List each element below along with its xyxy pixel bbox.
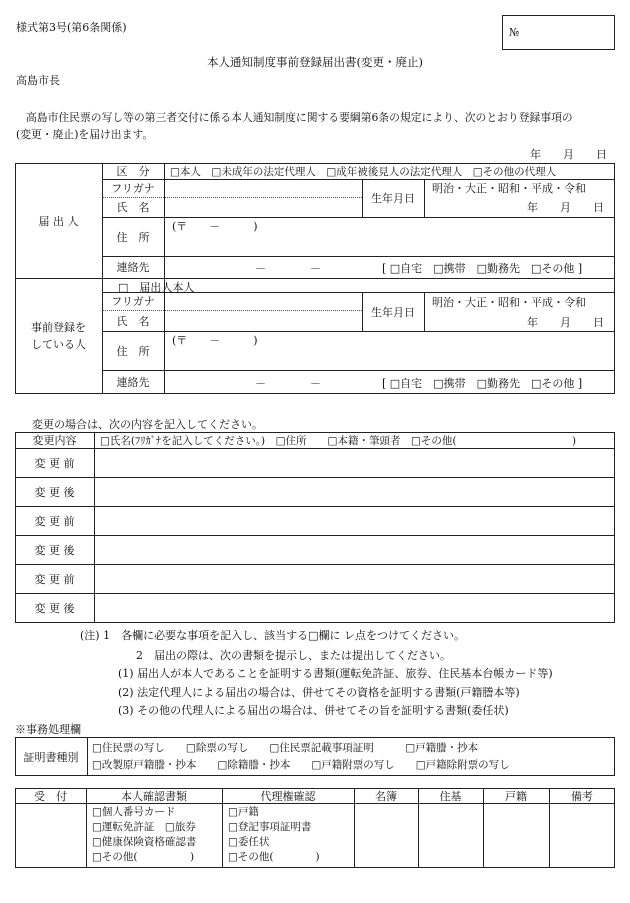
change-row-label: 変 更 前 (34, 456, 75, 470)
id-document-checkboxes[interactable] (92, 805, 196, 865)
change-before-field[interactable] (96, 566, 613, 592)
registrant-label-line1: 事前登録を (31, 321, 86, 334)
office-heading: ※事務処理欄 (15, 723, 81, 736)
agency-doc-option[interactable]: □その他( ) (228, 851, 320, 863)
header-id-documents: 本人確認書類 (121, 789, 187, 803)
applicant-section-label: 届 出 人 (38, 214, 79, 228)
change-after-field[interactable] (96, 595, 613, 622)
agency-doc-option[interactable]: □委任状 (228, 836, 270, 848)
applicant-contact-type[interactable]: [ □自宅 □携帯 □勤務先 □その他 ] (382, 262, 583, 275)
agency-doc-option[interactable]: □戸籍 (228, 806, 259, 818)
header-juki: 住基 (439, 789, 462, 803)
header-koseki: 戸籍 (505, 789, 527, 803)
change-after-field[interactable] (96, 537, 613, 563)
birth-date-label: 生年月日 (371, 192, 415, 205)
change-row-label: 変 更 後 (34, 602, 75, 615)
note-line: 2 届出の際は、次の書類を提示し、または提出してください。 (136, 649, 451, 662)
furigana-label: フリガナ (111, 295, 155, 308)
change-content-label: 変更内容 (32, 434, 77, 447)
change-row-label: 変 更 前 (34, 514, 75, 528)
registrant-contact-type[interactable]: [ □自宅 □携帯 □勤務先 □その他 ] (382, 377, 583, 390)
header-reception: 受 付 (34, 789, 67, 803)
birth-date-label: 生年月日 (371, 305, 415, 319)
form-number: 様式第3号(第6条関係) (16, 21, 127, 34)
agency-doc-option[interactable]: □登記事項証明書 (228, 821, 312, 833)
registrant-postal-code[interactable]: (〒 － ) (172, 334, 258, 347)
kubun-label: 区 分 (116, 165, 150, 178)
page-title: 本人通知制度事前登録届出書(変更・廃止) (207, 55, 423, 69)
note-line: (2) 法定代理人による届出の場合は、併せてその資格を証明する書類(戸籍謄本等) (118, 686, 520, 699)
change-after-field[interactable] (96, 479, 613, 505)
change-instruction: 変更の場合は、次の内容を記入してください。 (32, 418, 263, 431)
change-before-field[interactable] (96, 508, 613, 534)
applicant-type-checkboxes[interactable]: □本人 □未成年の法定代理人 □成年被後見人の法定代理人 □その他の代理人 (170, 166, 557, 178)
applicant-era-options[interactable]: 明治・大正・昭和・平成・令和 (432, 182, 586, 195)
header-roster: 名簿 (375, 789, 397, 803)
registrant-section-label (15, 278, 102, 394)
reception-number-box[interactable] (502, 15, 615, 50)
number-label: № (509, 26, 520, 39)
same-as-applicant-checkbox[interactable]: □ 届出人本人 (118, 281, 195, 294)
name-label: 氏 名 (116, 314, 150, 328)
note-line: (1) 届出人が本人であることを証明する書類(運転免許証、旅券、住民基本台帳カード等) (118, 667, 553, 680)
applicant-name-field[interactable] (166, 198, 361, 216)
header-agency-check: 代理権確認 (260, 789, 316, 803)
note-line: (注) 1 各欄に必要な事項を記入し、該当する□欄に レ点をつけてください。 (80, 629, 465, 642)
intro-text-line2: (変更・廃止)を届け出ます。 (16, 128, 154, 141)
change-row-label: 変 更 後 (34, 543, 75, 557)
registrant-era-options[interactable]: 明治・大正・昭和・平成・令和 (432, 296, 586, 309)
certificate-type-checkboxes[interactable]: □改製原戸籍謄・抄本 □除籍謄・抄本 □戸籍附票の写し □戸籍除附票の写し (92, 759, 510, 771)
registrant-phone-field[interactable]: － － (255, 377, 321, 390)
id-doc-option[interactable]: □その他( ) (92, 851, 195, 863)
contact-label: 連絡先 (116, 261, 150, 274)
change-content-checkboxes[interactable]: □氏名(ﾌﾘｶﾞﾅを記入してください。) □住所 □本籍・筆頭者 □その他( ) (100, 435, 577, 447)
note-line: (3) その他の代理人による届出の場合は、併せてその旨を証明する書類(委任状) (118, 704, 509, 717)
intro-text-line1: 高島市住民票の写し等の第三者交付に係る本人通知制度に関する要綱第6条の規定により、次のとおり登録事項の (26, 111, 573, 124)
certificate-type-checkboxes[interactable]: □住民票の写し □除票の写し □住民票記載事項証明 □戸籍謄・抄本 (92, 742, 479, 754)
applicant-postal-code[interactable]: (〒 － ) (172, 220, 258, 233)
submission-date: 年 月 日 (530, 148, 607, 161)
furigana-label: フリガナ (111, 182, 155, 195)
registrant-birth-date[interactable]: 年 月 日 (527, 316, 604, 329)
change-before-field[interactable] (96, 450, 613, 476)
contact-label: 連絡先 (116, 376, 150, 389)
change-row-label: 変 更 前 (34, 572, 75, 586)
id-doc-option[interactable]: □健康保険資格確認書 (92, 836, 197, 848)
registrant-name-field[interactable] (166, 311, 361, 330)
agency-check-checkboxes[interactable] (228, 805, 320, 865)
address-label: 住 所 (116, 230, 150, 244)
applicant-furigana-field[interactable] (166, 180, 361, 196)
addressee: 高島市長 (16, 74, 60, 87)
registrant-furigana-field[interactable] (166, 293, 361, 309)
registrant-label-line2: している人 (31, 338, 86, 351)
name-label: 氏 名 (116, 201, 150, 214)
applicant-birth-date[interactable]: 年 月 日 (527, 201, 604, 214)
applicant-phone-field[interactable]: － － (255, 262, 321, 275)
change-row-label: 変 更 後 (34, 485, 75, 499)
id-doc-option[interactable]: □個人番号カード (92, 806, 176, 818)
header-remarks: 備考 (571, 789, 593, 803)
certificate-type-label: 証明書種別 (23, 750, 79, 764)
address-label: 住 所 (116, 344, 150, 358)
id-doc-option[interactable]: □運転免許証 □旅券 (92, 821, 196, 833)
